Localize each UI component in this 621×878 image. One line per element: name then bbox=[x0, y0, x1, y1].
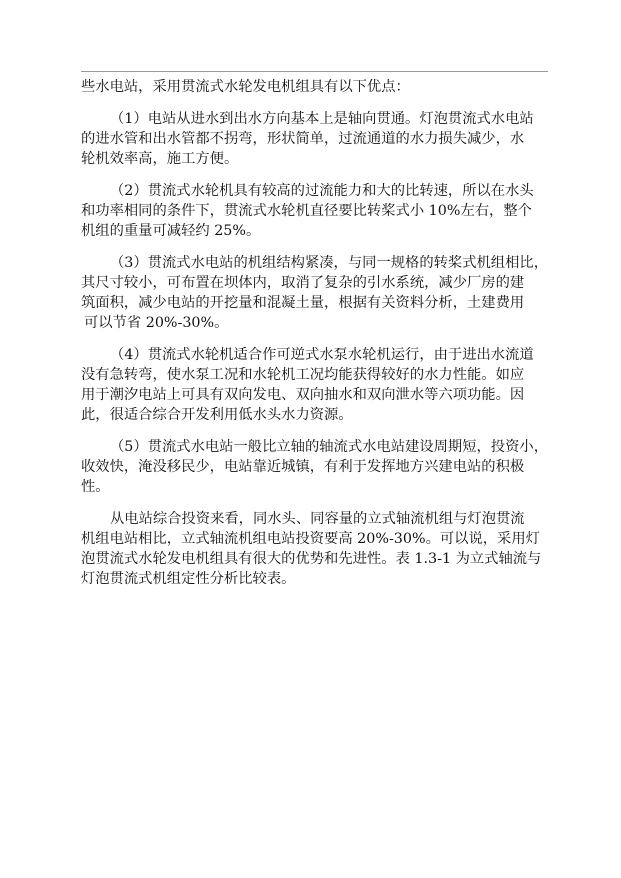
text-line: 些水电站，采用贯流式水轮发电机组具有以下优点： bbox=[81, 79, 410, 95]
text-line: （1）电站从进水到出水方向基本上是轴向贯通。灯泡贯流式水电站 bbox=[110, 111, 534, 127]
text-line: （3）贯流式水电站的机组结构紧凑，与同一规格的转桨式机组相比， bbox=[110, 255, 548, 271]
paragraph-investment-summary bbox=[81, 509, 551, 589]
text-line: 其尺寸较小，可布置在坝体内，取消了复杂的引水系统，减少厂房的建 bbox=[81, 275, 525, 291]
text-line: 泡贯流式水轮发电机组具有很大的优势和先进性。表 1.3-1 为立式轴流与 bbox=[81, 551, 542, 567]
paragraph-advantage-4 bbox=[81, 345, 551, 425]
header-rule bbox=[81, 71, 548, 72]
text-line: 没有急转弯，使水泵工况和水轮机工况均能获得较好的水力性能。如应 bbox=[81, 367, 525, 383]
text-line: 轮机效率高，施工方便。 bbox=[81, 151, 239, 167]
paragraph-advantage-1 bbox=[81, 109, 551, 169]
text-line: 灯泡贯流式机组定性分析比较表。 bbox=[81, 571, 296, 587]
text-line: （2）贯流式水轮机具有较高的过流能力和大的比转速，所以在水头 bbox=[110, 183, 534, 199]
text-line: 可以节省 20%-30%。 bbox=[84, 315, 229, 331]
text-line: 收效快，淹没移民少，电站靠近城镇，有利于发挥地方兴建电站的积极 bbox=[81, 459, 525, 475]
document-body bbox=[81, 77, 551, 601]
text-line: （4）贯流式水轮机适合作可逆式水泵水轮机运行，由于进出水流道 bbox=[110, 347, 534, 363]
paragraph-advantage-2 bbox=[81, 181, 551, 241]
text-line: 此，很适合综合开发利用低水头水力资源。 bbox=[81, 407, 353, 423]
text-line: 用于潮汐电站上可具有双向发电、双向抽水和双向泄水等六项功能。因 bbox=[81, 387, 525, 403]
text-line: （5）贯流式水电站一般比立轴的轴流式水电站建设周期短，投资小， bbox=[110, 439, 548, 455]
text-line: 从电站综合投资来看，同水头、同容量的立式轴流机组与灯泡贯流 bbox=[110, 511, 525, 527]
paragraph-advantage-5 bbox=[81, 437, 551, 497]
text-line: 筑面积，减少电站的开挖量和混凝土量，根据有关资料分析，土建费用 bbox=[81, 295, 525, 311]
text-line: 机组的重量可减轻约 25%。 bbox=[81, 223, 261, 239]
paragraph-advantage-3 bbox=[81, 253, 551, 333]
text-line: 和功率相同的条件下，贯流式水轮机直径要比转桨式小 10%左右，整个 bbox=[81, 203, 532, 219]
text-line: 性。 bbox=[81, 479, 110, 495]
text-line: 机组电站相比，立式轴流机组电站投资要高 20%-30%。可以说，采用灯 bbox=[81, 531, 540, 547]
text-line: 的进水管和出水管都不拐弯，形状简单，过流通道的水力损失减少，水 bbox=[81, 131, 525, 147]
paragraph-intro bbox=[81, 77, 551, 97]
